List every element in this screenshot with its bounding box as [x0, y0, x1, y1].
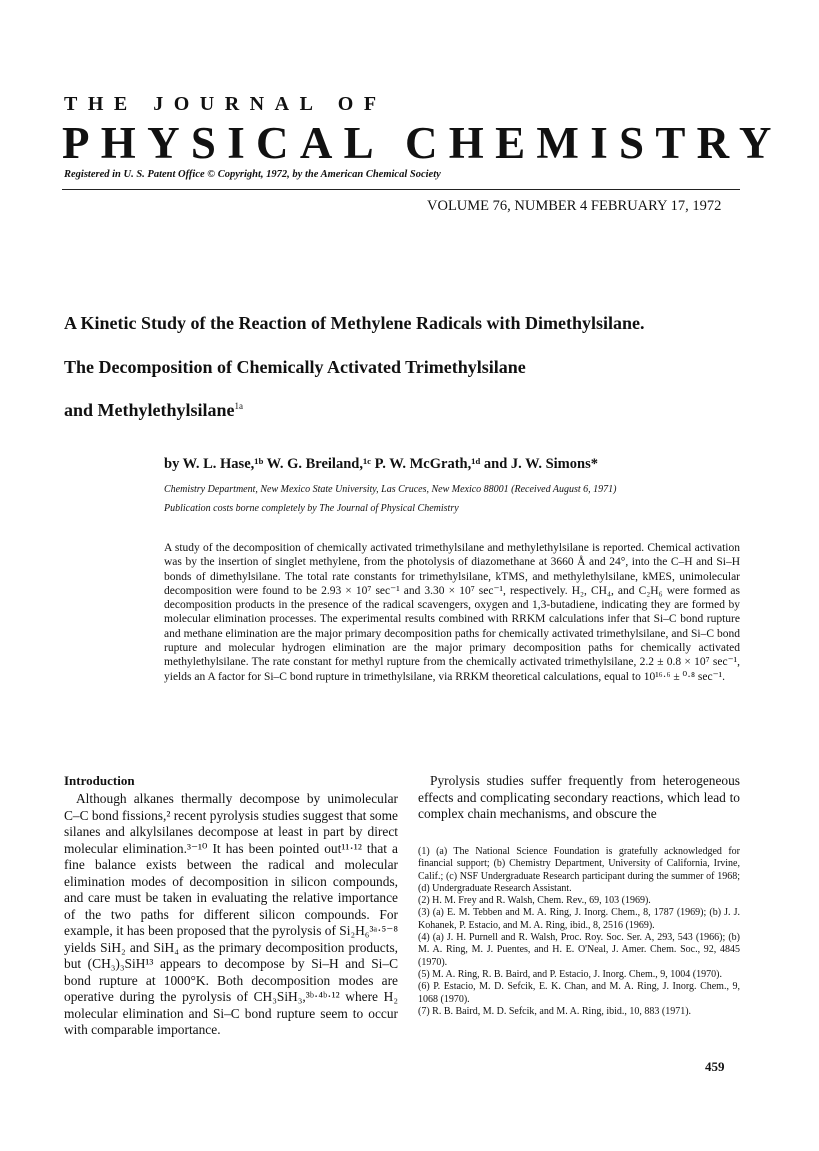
author-list: by W. L. Hase,¹ᵇ W. G. Breiland,¹ᶜ P. W. McGrath,¹ᵈ and J. W. Simons* [164, 456, 598, 472]
volume-issue-date: VOLUME 76, NUMBER 4 FEBRUARY 17, 1972 [427, 198, 722, 214]
footnote: (3) (a) E. M. Tebben and M. A. Ring, J. Inorg. Chem., 8, 1787 (1969); (b) J. J. Kohanek, P. Estacio, and M. A. Ring, ibid., 8, 2516 (1969). [418, 907, 740, 931]
section-heading-introduction: Introduction [64, 773, 135, 788]
publication-cost-note: Publication costs borne completely by The Journal of Physical Chemistry [164, 503, 459, 514]
title-footnote-marker: 1a [234, 401, 244, 411]
introduction-column-right [418, 773, 740, 823]
introduction-paragraph-continued: Pyrolysis studies suffer frequently from heterogeneous effects and complicating secondary reactions, which lead to complex chain mechanisms, and obscure the [418, 773, 740, 821]
affiliation: Chemistry Department, New Mexico State University, Las Cruces, New Mexico 88001 (Received August 6, 1971) [164, 484, 617, 495]
journal-name-line2: PHYSICAL CHEMISTRY [62, 118, 783, 168]
footnote: (1) (a) The National Science Foundation is gratefully acknowledged for financial support; (b) Chemistry Department, University of California, Irvine, Calif.; (c) NSF Undergraduate Research participant during the summer of 1968; (d) Undergraduate Research Assistant. [418, 846, 740, 894]
article-title-line-2: The Decomposition of Chemically Activated Trimethylsilane [64, 357, 526, 377]
introduction-paragraph: Although alkanes thermally decompose by unimolecular C–C bond fissions,² recent pyrolysis studies suggest that some silanes and alkylsilanes decompose at least in part by direct molecular elimination.³⁻¹⁰ It has been pointed out¹¹·¹² that a fine balance exists between the radical and molecular elimination modes of decomposition in silicon compounds, and care must be taken in evaluating the relative importance of the two paths for different silicon compounds. For example, it has been proposed that the pyrolysis of Si₂H₆³ᵃ·⁵⁻⁸ yields SiH₂ and SiH₄ as the primary decomposition products, but (CH₃)₃SiH¹³ appears to decompose by Si–H and Si–C bond rupture at 1000°K. Both decomposition modes are operative during the pyrolysis of CH₃SiH₃,³ᵇ·⁴ᵇ·¹² where H₂ molecular elimination and Si–C bond rupture seem to occur with comparable importance. [64, 791, 398, 1037]
title-text: and Methylethylsilane [64, 400, 235, 420]
footnotes [418, 846, 740, 1018]
introduction-column-left [64, 791, 398, 1039]
footnote: (5) M. A. Ring, R. B. Baird, and P. Estacio, J. Inorg. Chem., 9, 1004 (1970). [418, 968, 722, 980]
footnote: (2) H. M. Frey and R. Walsh, Chem. Rev., 69, 103 (1969). [418, 895, 651, 907]
footnote: (6) P. Estacio, M. D. Sefcik, E. K. Chan, and M. A. Ring, J. Inorg. Chem., 9, 1068 (1970). [418, 981, 740, 1005]
footnote: (4) (a) J. H. Purnell and R. Walsh, Proc. Roy. Soc. Ser. A, 293, 543 (1966); (b) M. A. Ring, M. J. Puentes, and H. E. O'Neal, J. Amer. Chem. Soc., 92, 4845 (1970). [418, 932, 740, 968]
journal-name-line1: THE JOURNAL OF [64, 93, 387, 115]
page-number: 459 [705, 1059, 725, 1074]
article-title-line-1: A Kinetic Study of the Reaction of Methylene Radicals with Dimethylsilane. [64, 313, 645, 333]
masthead-divider [62, 189, 740, 190]
article-title-line-3 [64, 400, 243, 421]
footnote: (7) R. B. Baird, M. D. Sefcik, and M. A. Ring, ibid., 10, 883 (1971). [418, 1005, 692, 1017]
copyright-notice: Registered in U. S. Patent Office © Copyright, 1972, by the American Chemical Society [64, 169, 441, 180]
abstract: A study of the decomposition of chemically activated trimethylsilane and methylethylsilane is reported. Chemical activation was by the insertion of singlet methylene, from the photolysis of diazomethane at 3660 Å and 24°, into the C–H and Si–H bonds of dimethylsilane. The total rate constants for trimethylsilane, kTMS, and methylethylsilane, kMES, unimolecular decomposition were found to be 2.93 × 10⁷ sec⁻¹ and 3.30 × 10⁷ sec⁻¹, respectively. H₂, CH₄, and C₂H₆ were formed as decomposition products in the presence of the radical scavengers, oxygen and 1,3-butadiene, indicating they are formed by molecular elimination processes. The experimental results combined with RRKM calculations infer that Si–C bond rupture and methane elimination are the major primary decomposition paths for chemically activated trimethylsilane, and Si–C bond rupture and molecular hydrogen elimination are the major primary decomposition paths for chemically activated methylethylsilane. The rate constant for methyl rupture from the chemically activated trimethylsilane, 2.2 ± 0.8 × 10⁷ sec⁻¹, yields an A factor for Si–C bond rupture in trimethylsilane, via RRKM theoretical calculations, equal to 10¹⁶·⁶ ± ⁰·⁸ sec⁻¹. [164, 542, 740, 683]
